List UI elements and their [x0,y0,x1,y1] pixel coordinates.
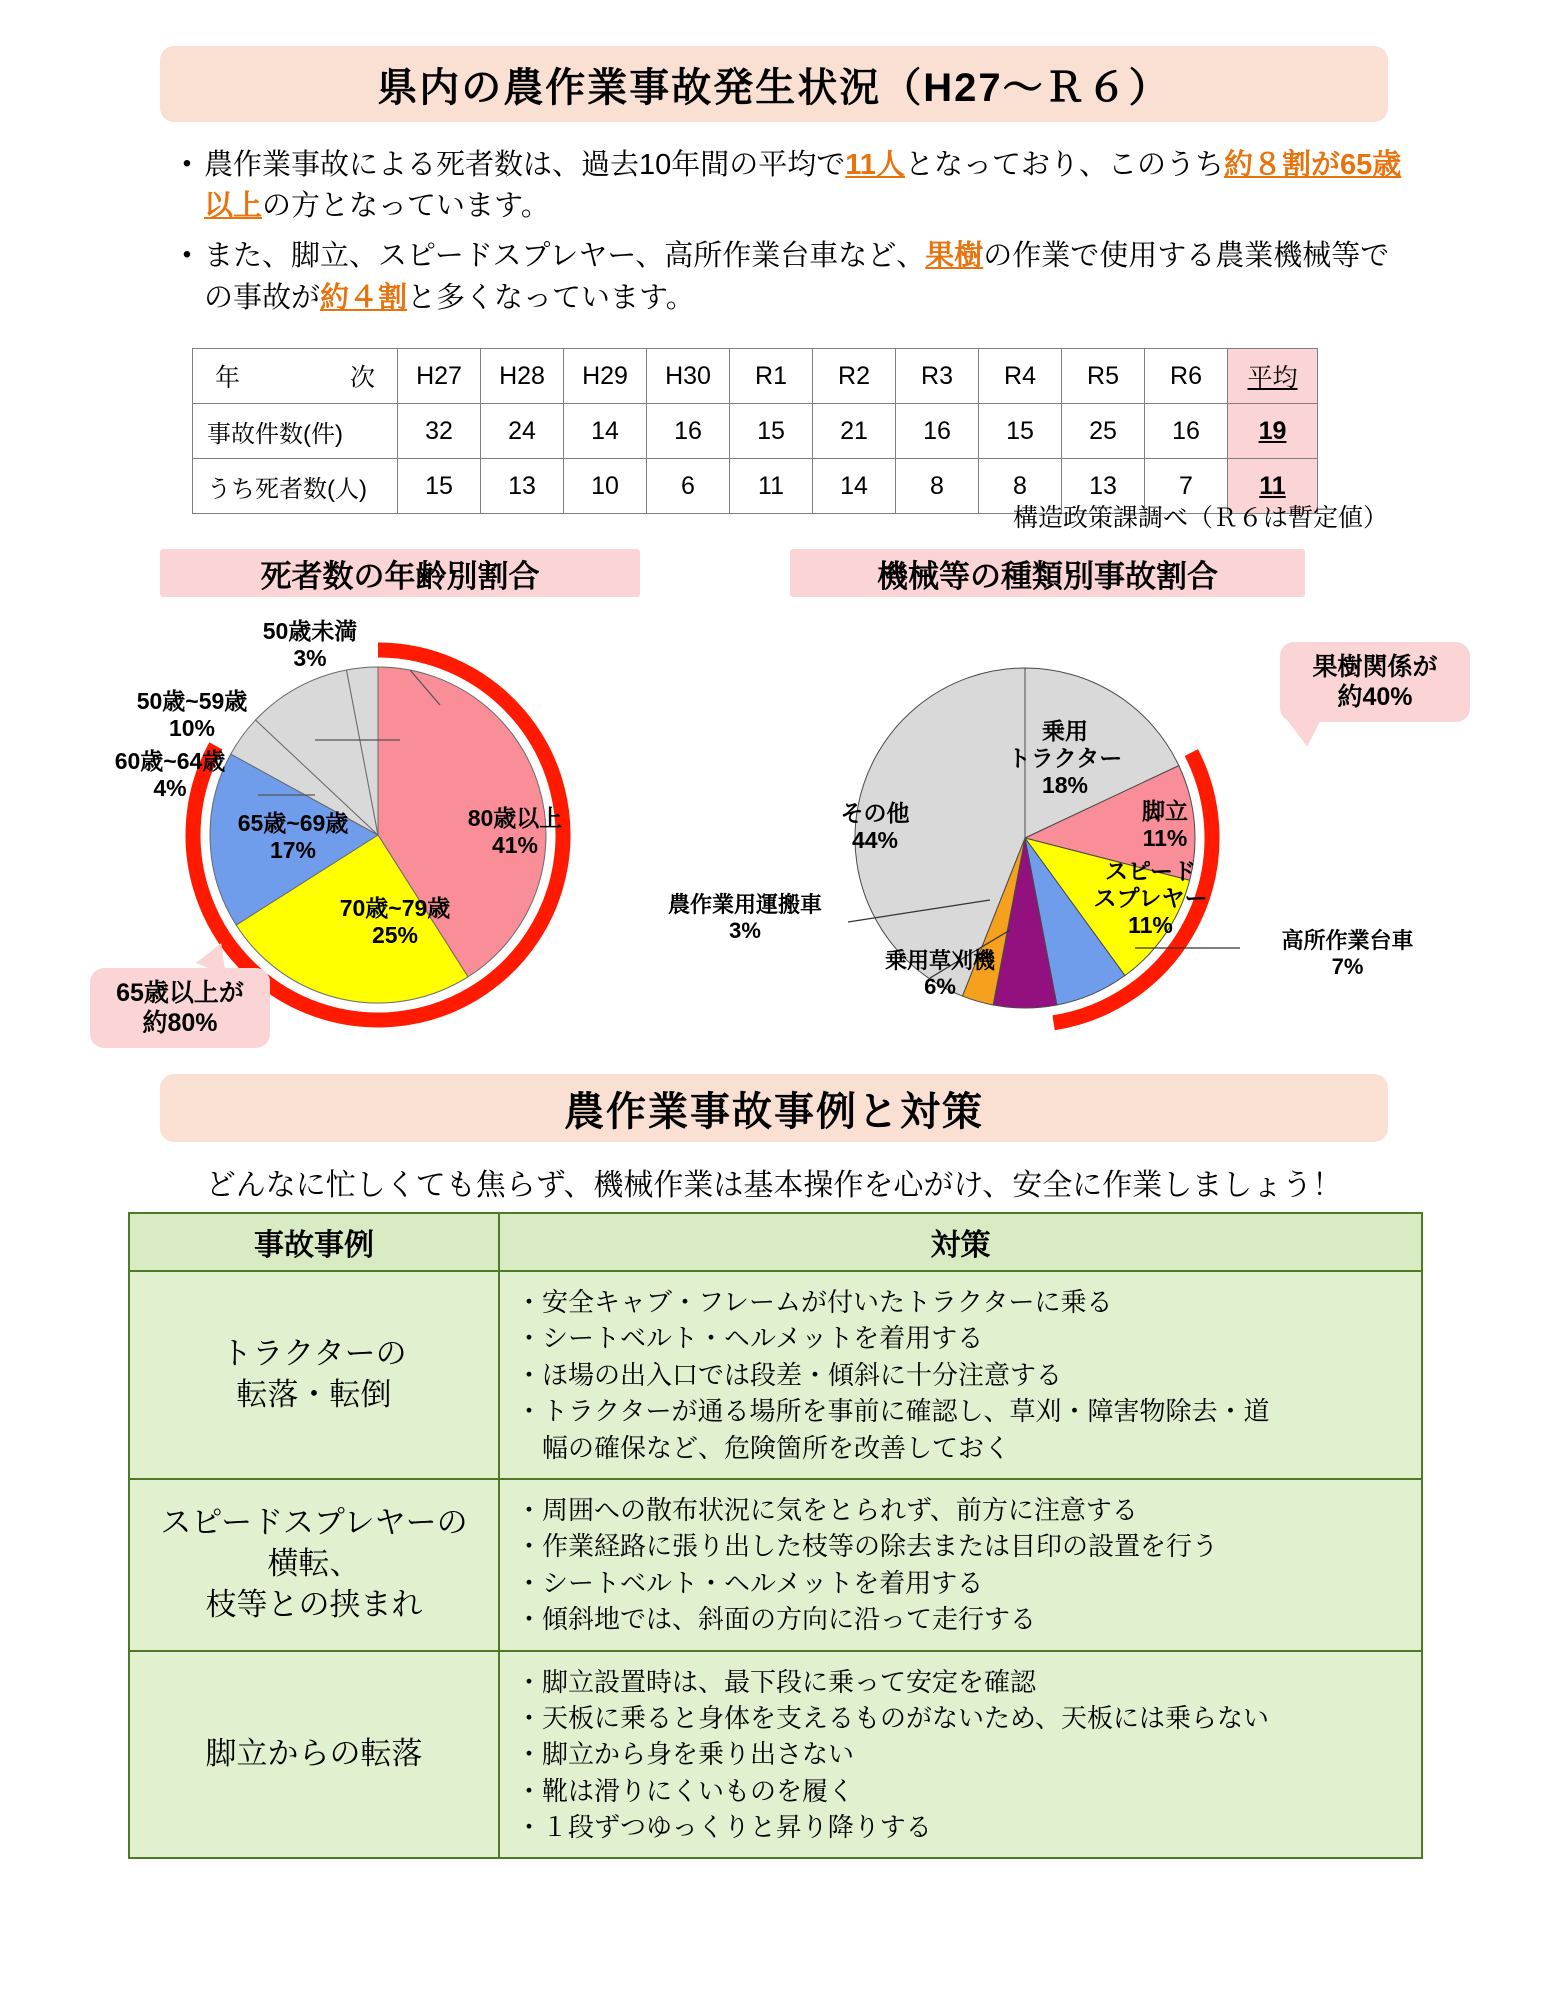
action-line: 幅の確保など、危険箇所を改善しておく [516,1432,1011,1463]
yearly-statistics-table [192,348,1318,514]
action-line: ・１段ずつゆっくりと昇り降りする [516,1812,932,1843]
year-header-cell: H29 [564,349,647,404]
table-row [129,1479,1422,1651]
pie-slice-label [630,892,860,944]
data-cell: 32 [398,404,481,459]
pie-label-name: 50歳未満 [262,618,358,644]
leader-line [410,670,440,705]
callout-line-2: 約40% [1337,683,1413,711]
year-header-cell: H27 [398,349,481,404]
data-cell: 21 [813,404,896,459]
pie-label-value: 6% [924,973,956,999]
pie-label-value: 3% [293,645,327,672]
pie-slice-label [75,748,265,802]
case-line: スピードスプレヤーの [160,1505,468,1541]
table-row [129,1271,1422,1479]
data-cell: 15 [979,404,1062,459]
pie-label-name: 70歳~79歳 [339,895,451,921]
case-cell [129,1271,499,1479]
header-case: 事故事例 [129,1213,499,1271]
pie-label-value: 3% [729,917,761,943]
section-title: 農作業事故事例と対策 [160,1074,1388,1142]
pie-label-name: 脚立 [1142,798,1188,824]
plain-text: の作業で使用する農業機械等での事故が [204,240,1390,314]
action-line: ・ほ場の出入口では段差・傾斜に十分注意する [516,1359,1063,1390]
bullet-text-0 [204,145,1410,227]
data-cell: 25 [1062,404,1145,459]
measures-table [128,1212,1423,1859]
pie-label-name: 乗用草刈機 [884,948,995,973]
chart-title-age: 死者数の年齢別割合 [160,549,640,597]
highlight-text: 果樹 [925,240,984,273]
pie-label-name: 高所作業台車 [1281,928,1414,953]
action-line: ・周囲への散布状況に気をとられず、前方に注意する [516,1494,1138,1525]
pie-slice-label [198,810,388,864]
case-line: 脚立からの転落 [205,1736,423,1772]
callout-line-1: 果樹関係が [1312,653,1438,681]
pie-label-name-line2: トラクター [1007,745,1123,772]
chart-title-machine: 機械等の種類別事故割合 [790,549,1305,597]
year-header-cell: R2 [813,349,896,404]
pie-slice-label [980,718,1150,799]
year-header-cell: R5 [1062,349,1145,404]
average-header-cell: 平均 [1228,349,1318,404]
pie-label-value: 4% [153,775,187,802]
table-header-row [193,349,1318,404]
action-cell [499,1271,1422,1479]
pie-label-name [1068,858,1233,912]
plain-text: となっており、このうち [904,149,1224,181]
action-line: ・シートベルト・ヘルメットを着用する [516,1323,984,1354]
pie-slice-label [1068,858,1233,939]
pie-label-name-line1: スピード [1104,858,1197,884]
case-line: 横転、 [267,1546,361,1582]
data-cell: 14 [813,459,896,514]
callout-age [90,968,270,1048]
plain-text: と多くなっています。 [407,281,695,314]
pie-label-value: 18% [1041,772,1089,799]
action-line: ・傾斜地では、斜面の方向に沿って走行する [516,1604,1037,1635]
callout-line-1: 65歳以上が [116,979,244,1007]
pie-slice-label [835,948,1045,1000]
pie-label-name: 65歳~69歳 [237,810,349,836]
data-cell: 15 [398,459,481,514]
pie-slice-label [305,895,485,949]
action-line: ・脚立から身を乗り出さない [516,1739,855,1770]
data-cell: 11 [730,459,813,514]
action-line: ・靴は滑りにくいものを履く [516,1775,855,1806]
pie-slice-label [92,688,292,742]
highlight-text: 11人 [845,149,905,181]
table-row [129,1651,1422,1859]
data-cell: 8 [896,459,979,514]
action-line: ・安全キャブ・フレームが付いたトラクターに乗る [516,1287,1113,1317]
action-line: ・作業経路に張り出した枝等の除去または目印の設置を行う [516,1531,1219,1562]
data-cell: 14 [564,404,647,459]
data-cell: 6 [647,459,730,514]
pie-label-value: 25% [371,922,419,949]
bullet-text-1 [204,236,1410,318]
pie-label-name-line1: 乗用 [1042,718,1088,744]
pie-label-name: その他 [840,800,910,826]
data-cell: 10 [564,459,647,514]
data-cell: 16 [647,404,730,459]
pie-label-value: 11% [1142,825,1188,852]
data-cell: 13 [481,459,564,514]
pie-slice-label [1100,798,1230,852]
table-source-note: 構造政策課調べ（Ｒ６は暫定値） [1012,504,1388,532]
pie-label-value: 11% [1128,912,1173,939]
action-line: ・トラクターが通る場所を事前に確認し、草刈・障害物除去・道 [516,1396,1270,1427]
header-action: 対策 [499,1213,1422,1271]
case-line: トラクターの [221,1336,407,1372]
bullet-list [170,145,1410,328]
pie-label-value: 41% [491,832,539,859]
case-cell [129,1651,499,1859]
page-title: 県内の農作業事故発生状況（H27〜Ｒ６） [160,46,1388,122]
pie-label-name-line2: スプレヤー [1093,885,1208,912]
advice-text: どんなに忙しくても焦らず、機械作業は基本操作を心がけ、安全に作業しましょう！ [205,1169,1343,1202]
row-label: 事故件数(件) [193,404,398,459]
year-header-cell: R6 [1145,349,1228,404]
case-cell [129,1479,499,1651]
pie-label-name [980,718,1150,772]
year-header-cell: R3 [896,349,979,404]
data-cell: 7 [1145,459,1228,514]
pie-label-value: 17% [269,837,317,864]
pie-slice-label [800,800,950,854]
pie-chart-machine [667,600,1480,1070]
plain-text: の方となっています。 [262,190,550,223]
bullet-dot-icon: • [182,241,192,269]
table-row [193,404,1318,459]
average-cell: 19 [1228,404,1318,459]
year-header-cell: H28 [481,349,564,404]
highlight-text: 約８割が65歳以上 [204,149,1402,223]
pie-label-name: 農作業用運搬車 [667,892,822,917]
pie-slice-label [1240,928,1455,980]
pie-label-value: 7% [1331,953,1364,979]
data-cell: 13 [1062,459,1145,514]
pie-label-value: 44% [851,827,899,854]
data-cell: 16 [896,404,979,459]
leader-line [848,900,990,922]
data-cell: 24 [481,404,564,459]
year-header-cell: R1 [730,349,813,404]
average-cell: 11 [1228,459,1318,514]
callout-line-2: 約80% [142,1009,218,1037]
pie-chart-age [110,600,670,1070]
callout-machine [1280,642,1470,722]
action-line: ・シートベルト・ヘルメットを着用する [516,1567,984,1598]
action-line: ・天板に乗ると身体を支えるものがないため、天板には乗らない [516,1702,1269,1733]
list-item [170,236,1410,318]
data-cell: 16 [1145,404,1228,459]
year-column-header: 年 次 [193,349,398,404]
pie-label-name: 50歳~59歳 [136,688,248,714]
pie-slice-label [430,805,600,859]
action-line: ・脚立設置時は、最下段に乗って安定を確認 [516,1666,1037,1697]
pie-label-name: 80歳以上 [467,805,563,831]
case-line: 枝等との挟まれ [205,1587,423,1623]
bullet-dot-icon: • [182,150,192,177]
pie-slice-label [210,618,410,672]
action-cell [499,1651,1422,1859]
case-line: 転落・転倒 [236,1376,392,1412]
row-label: うち死者数(人) [193,459,398,514]
year-header-cell: H30 [647,349,730,404]
pie-label-name: 60歳~64歳 [114,748,226,774]
table-header-row [129,1213,1422,1271]
data-cell: 8 [979,459,1062,514]
plain-text: 農作業事故による死者数は、過去10年間の平均で [204,149,846,181]
pie-label-value: 10% [168,715,216,742]
year-header-cell: R4 [979,349,1062,404]
list-item [170,145,1410,227]
data-cell: 15 [730,404,813,459]
plain-text: また、脚立、スピードスプレヤー、高所作業台車など、 [204,240,926,273]
action-cell [499,1479,1422,1651]
highlight-text: 約４割 [320,281,408,314]
